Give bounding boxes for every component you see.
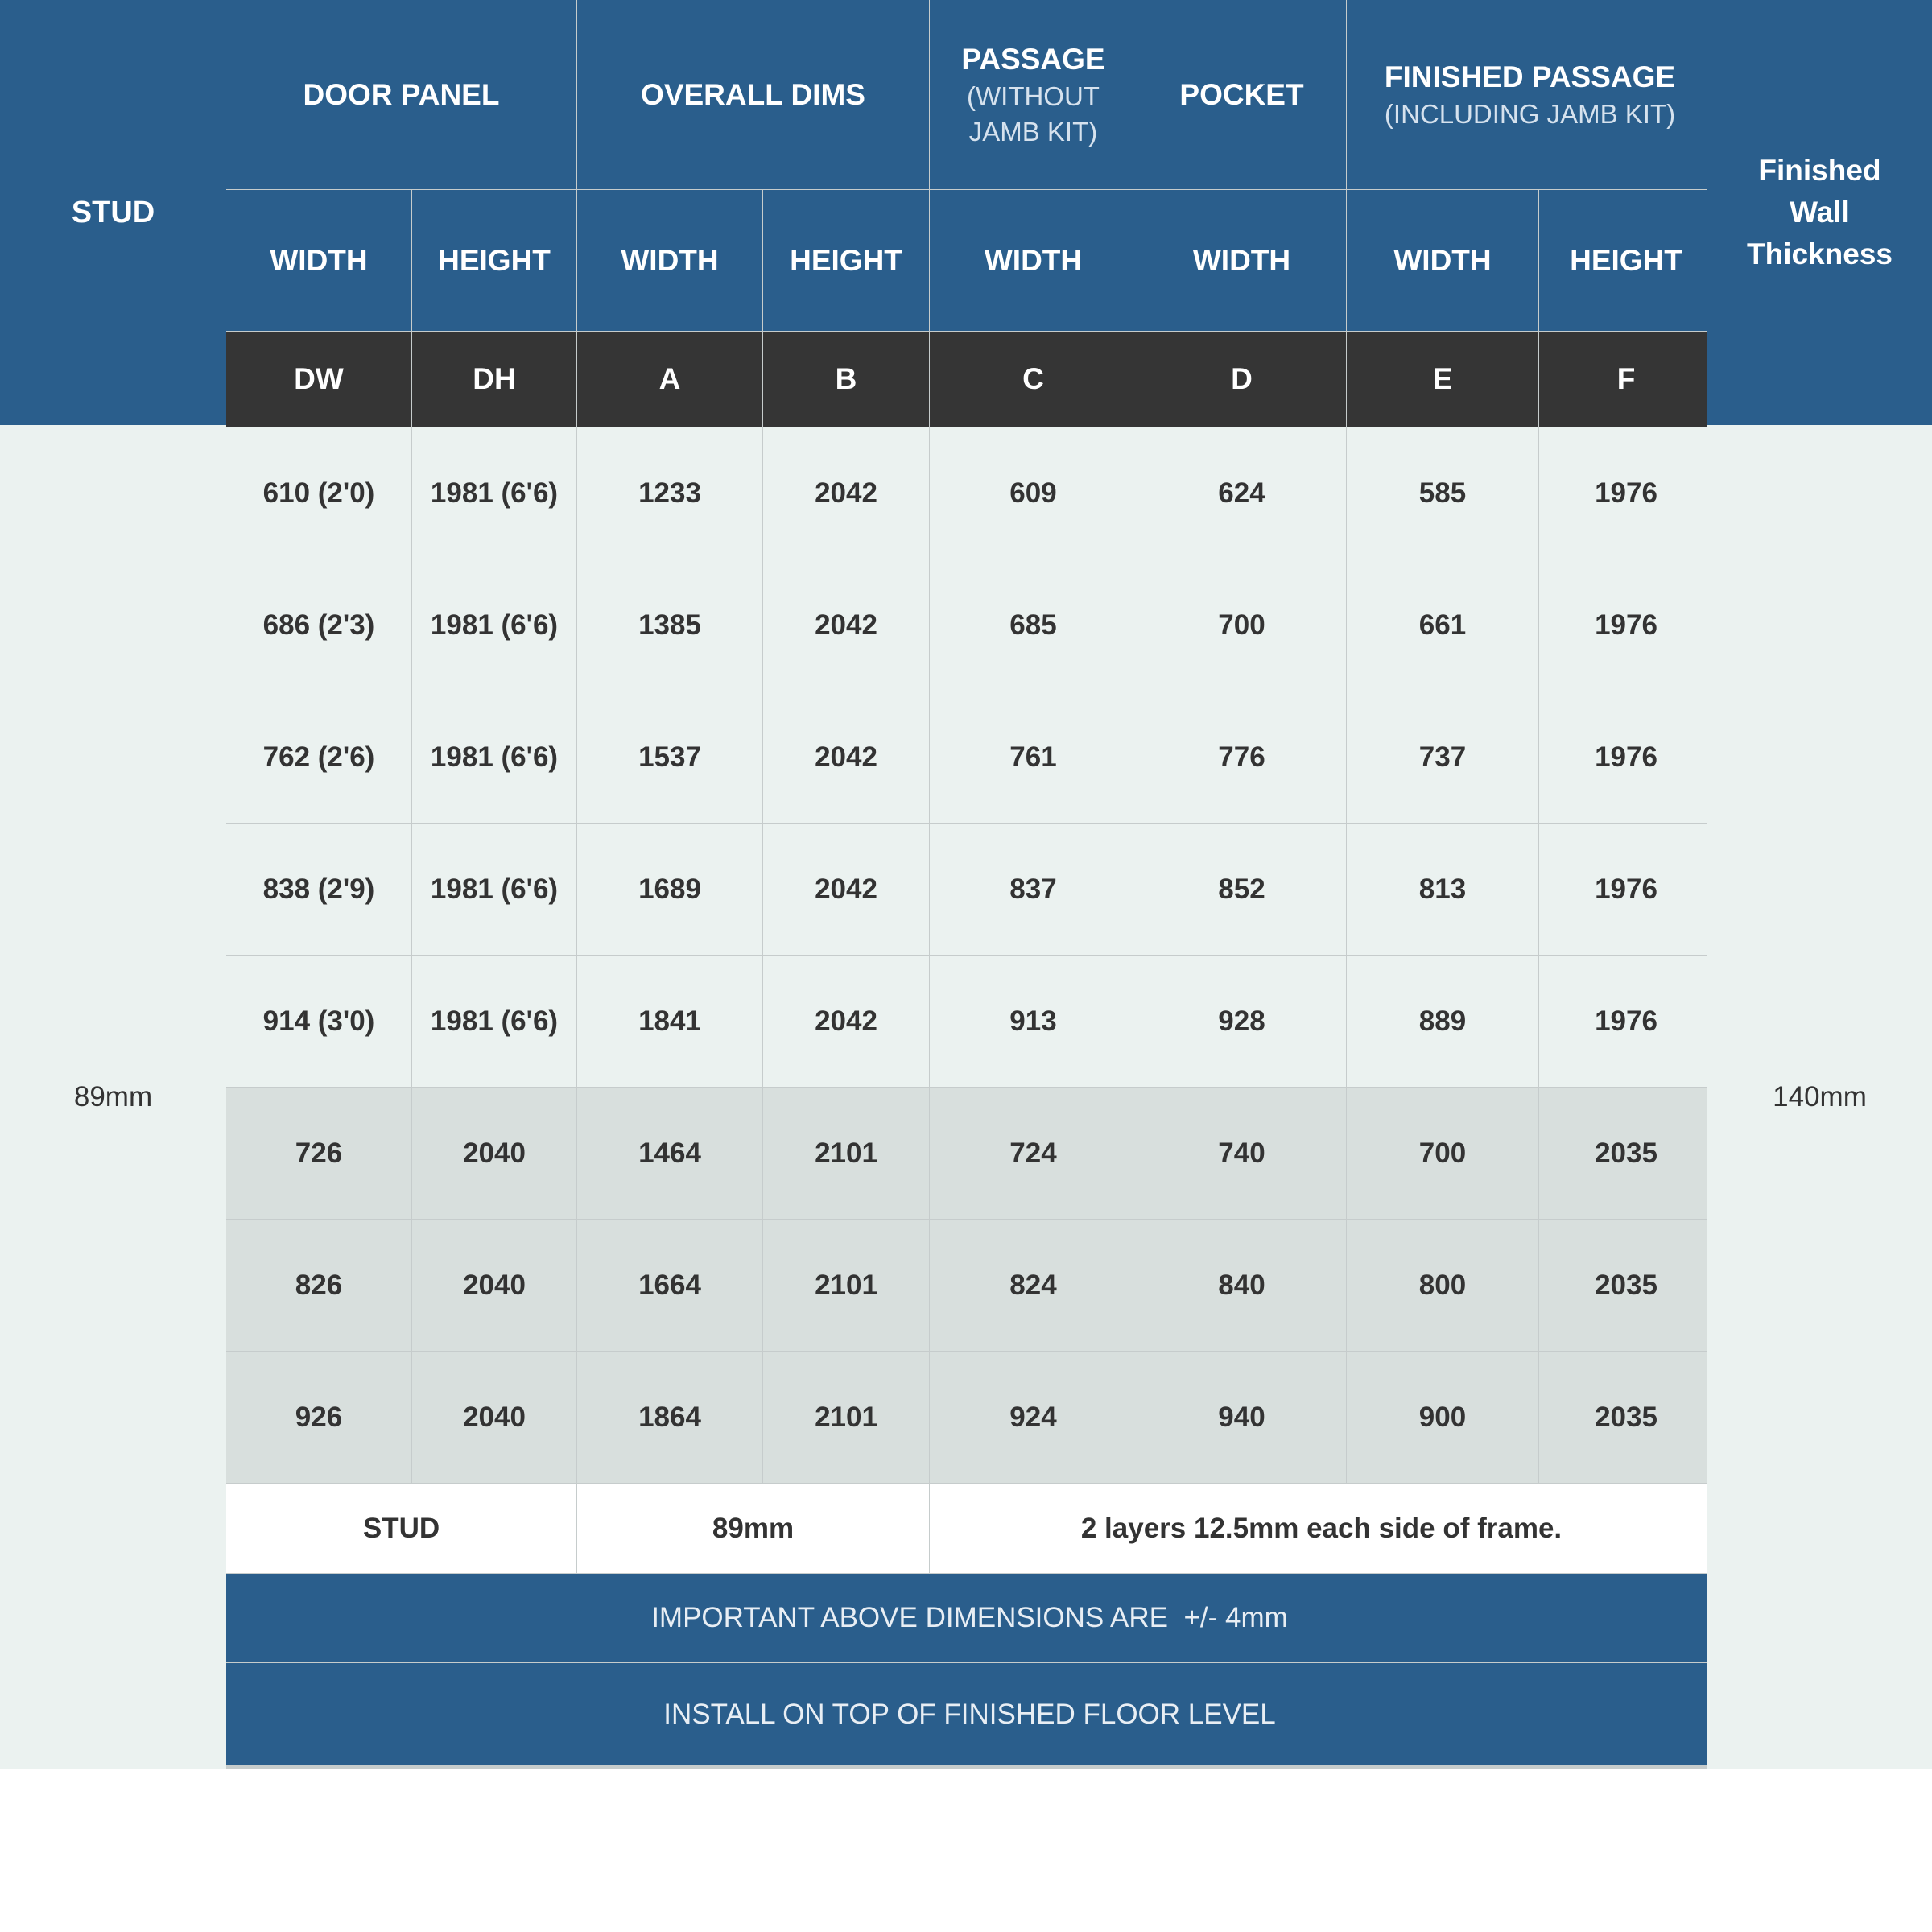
- column-code: D: [1137, 332, 1346, 427]
- table-cell: 2042: [763, 427, 929, 559]
- column-label: HEIGHT: [763, 190, 929, 331]
- table-cell: 2035: [1539, 1088, 1713, 1219]
- group-finished-passage-sub: (INCLUDING JAMB KIT): [1384, 98, 1676, 129]
- table-cell: 686 (2'3): [226, 559, 411, 691]
- table-cell: 1664: [577, 1220, 762, 1351]
- table-cell: 1864: [577, 1352, 762, 1483]
- table-cell: 1385: [577, 559, 762, 691]
- note-tolerance: IMPORTANT ABOVE DIMENSIONS ARE +/- 4mm: [226, 1574, 1713, 1662]
- table-cell: 2040: [412, 1088, 576, 1219]
- column-code: C: [930, 332, 1137, 427]
- table-cell: 1981 (6'6): [412, 427, 576, 559]
- column-label: WIDTH: [1347, 190, 1538, 331]
- table-cell: 1981 (6'6): [412, 691, 576, 823]
- table-cell: 2035: [1539, 1352, 1713, 1483]
- table-cell: 700: [1347, 1088, 1538, 1219]
- stud-value: 89mm: [73, 1080, 153, 1113]
- table-cell: 762 (2'6): [226, 691, 411, 823]
- table-cell: 889: [1347, 956, 1538, 1087]
- table-cell: 800: [1347, 1220, 1538, 1351]
- table-cell: 838 (2'9): [226, 824, 411, 955]
- stud-header: STUD: [0, 0, 226, 425]
- table-cell: 813: [1347, 824, 1538, 955]
- table-cell: 2042: [763, 956, 929, 1087]
- table-cell: 2040: [412, 1220, 576, 1351]
- group-passage: [930, 0, 1137, 189]
- column-code: DH: [412, 332, 576, 427]
- footer-stud-value: 89mm: [577, 1484, 929, 1573]
- wall-thickness-header-line-1: Finished: [1758, 154, 1881, 187]
- table-cell: 852: [1137, 824, 1346, 955]
- table-cell: 1976: [1539, 559, 1713, 691]
- table-cell: 2101: [763, 1088, 929, 1219]
- table-cell: 685: [930, 559, 1137, 691]
- table-cell: 740: [1137, 1088, 1346, 1219]
- table-cell: 824: [930, 1220, 1137, 1351]
- footer-lining-note: 2 layers 12.5mm each side of frame.: [930, 1484, 1713, 1573]
- column-code: F: [1539, 332, 1713, 427]
- wall-thickness-header-line-3: Thickness: [1747, 237, 1893, 270]
- table-cell: 2042: [763, 691, 929, 823]
- table-cell: 840: [1137, 1220, 1346, 1351]
- table-cell: 737: [1347, 691, 1538, 823]
- table-cell: 924: [930, 1352, 1137, 1483]
- group-passage-sub-2: JAMB KIT): [968, 116, 1098, 147]
- table-cell: 624: [1137, 427, 1346, 559]
- group-door-panel: DOOR PANEL: [226, 0, 576, 189]
- dimensions-table: [226, 0, 1707, 1769]
- table-cell: 700: [1137, 559, 1346, 691]
- table-cell: 2040: [412, 1352, 576, 1483]
- column-code: A: [577, 332, 762, 427]
- table-cell: 913: [930, 956, 1137, 1087]
- table-cell: 2101: [763, 1352, 929, 1483]
- table-cell: 585: [1347, 427, 1538, 559]
- table-cell: 2042: [763, 559, 929, 691]
- footer-stud-label: STUD: [226, 1484, 576, 1573]
- table-cell: 928: [1137, 956, 1346, 1087]
- table-cell: 1981 (6'6): [412, 956, 576, 1087]
- table-cell: 1976: [1539, 824, 1713, 955]
- group-pocket: POCKET: [1137, 0, 1346, 189]
- table-cell: 1689: [577, 824, 762, 955]
- table-cell: 1976: [1539, 691, 1713, 823]
- table-cell: 837: [930, 824, 1137, 955]
- table-cell: 1976: [1539, 427, 1713, 559]
- table-cell: 724: [930, 1088, 1137, 1219]
- wall-thickness-column: [1707, 0, 1932, 1769]
- table-cell: 2101: [763, 1220, 929, 1351]
- table-cell: 926: [226, 1352, 411, 1483]
- table-cell: 661: [1347, 559, 1538, 691]
- table-cell: 761: [930, 691, 1137, 823]
- table-cell: 610 (2'0): [226, 427, 411, 559]
- table-cell: 1981 (6'6): [412, 824, 576, 955]
- column-label: HEIGHT: [1539, 190, 1713, 331]
- table-cell: 940: [1137, 1352, 1346, 1483]
- table-cell: 726: [226, 1088, 411, 1219]
- table-cell: 1233: [577, 427, 762, 559]
- column-code: DW: [226, 332, 411, 427]
- table-cell: 609: [930, 427, 1137, 559]
- table-cell: 1981 (6'6): [412, 559, 576, 691]
- column-code: B: [763, 332, 929, 427]
- table-cell: 914 (3'0): [226, 956, 411, 1087]
- stud-column: [0, 0, 226, 1769]
- table-cell: 2035: [1539, 1220, 1713, 1351]
- table-cell: 1976: [1539, 956, 1713, 1087]
- column-label: WIDTH: [226, 190, 411, 331]
- group-overall-dims: OVERALL DIMS: [577, 0, 929, 189]
- group-finished-passage: [1347, 0, 1713, 189]
- table-cell: 1537: [577, 691, 762, 823]
- column-label: WIDTH: [1137, 190, 1346, 331]
- column-label: WIDTH: [577, 190, 762, 331]
- table-cell: 1841: [577, 956, 762, 1087]
- wall-thickness-header: [1707, 0, 1932, 425]
- group-finished-passage-title: FINISHED PASSAGE: [1384, 60, 1676, 93]
- column-code: E: [1347, 332, 1538, 427]
- note-install: INSTALL ON TOP OF FINISHED FLOOR LEVEL: [226, 1663, 1713, 1765]
- group-passage-title: PASSAGE: [961, 42, 1105, 76]
- wall-thickness-value: 140mm: [1773, 1080, 1867, 1113]
- table-cell: 776: [1137, 691, 1346, 823]
- wall-thickness-header-line-2: Wall: [1790, 196, 1850, 229]
- table-cell: 826: [226, 1220, 411, 1351]
- column-label: HEIGHT: [412, 190, 576, 331]
- group-passage-sub-1: (WITHOUT: [967, 80, 1100, 111]
- column-label: WIDTH: [930, 190, 1137, 331]
- table-cell: 900: [1347, 1352, 1538, 1483]
- table-cell: 1464: [577, 1088, 762, 1219]
- table-cell: 2042: [763, 824, 929, 955]
